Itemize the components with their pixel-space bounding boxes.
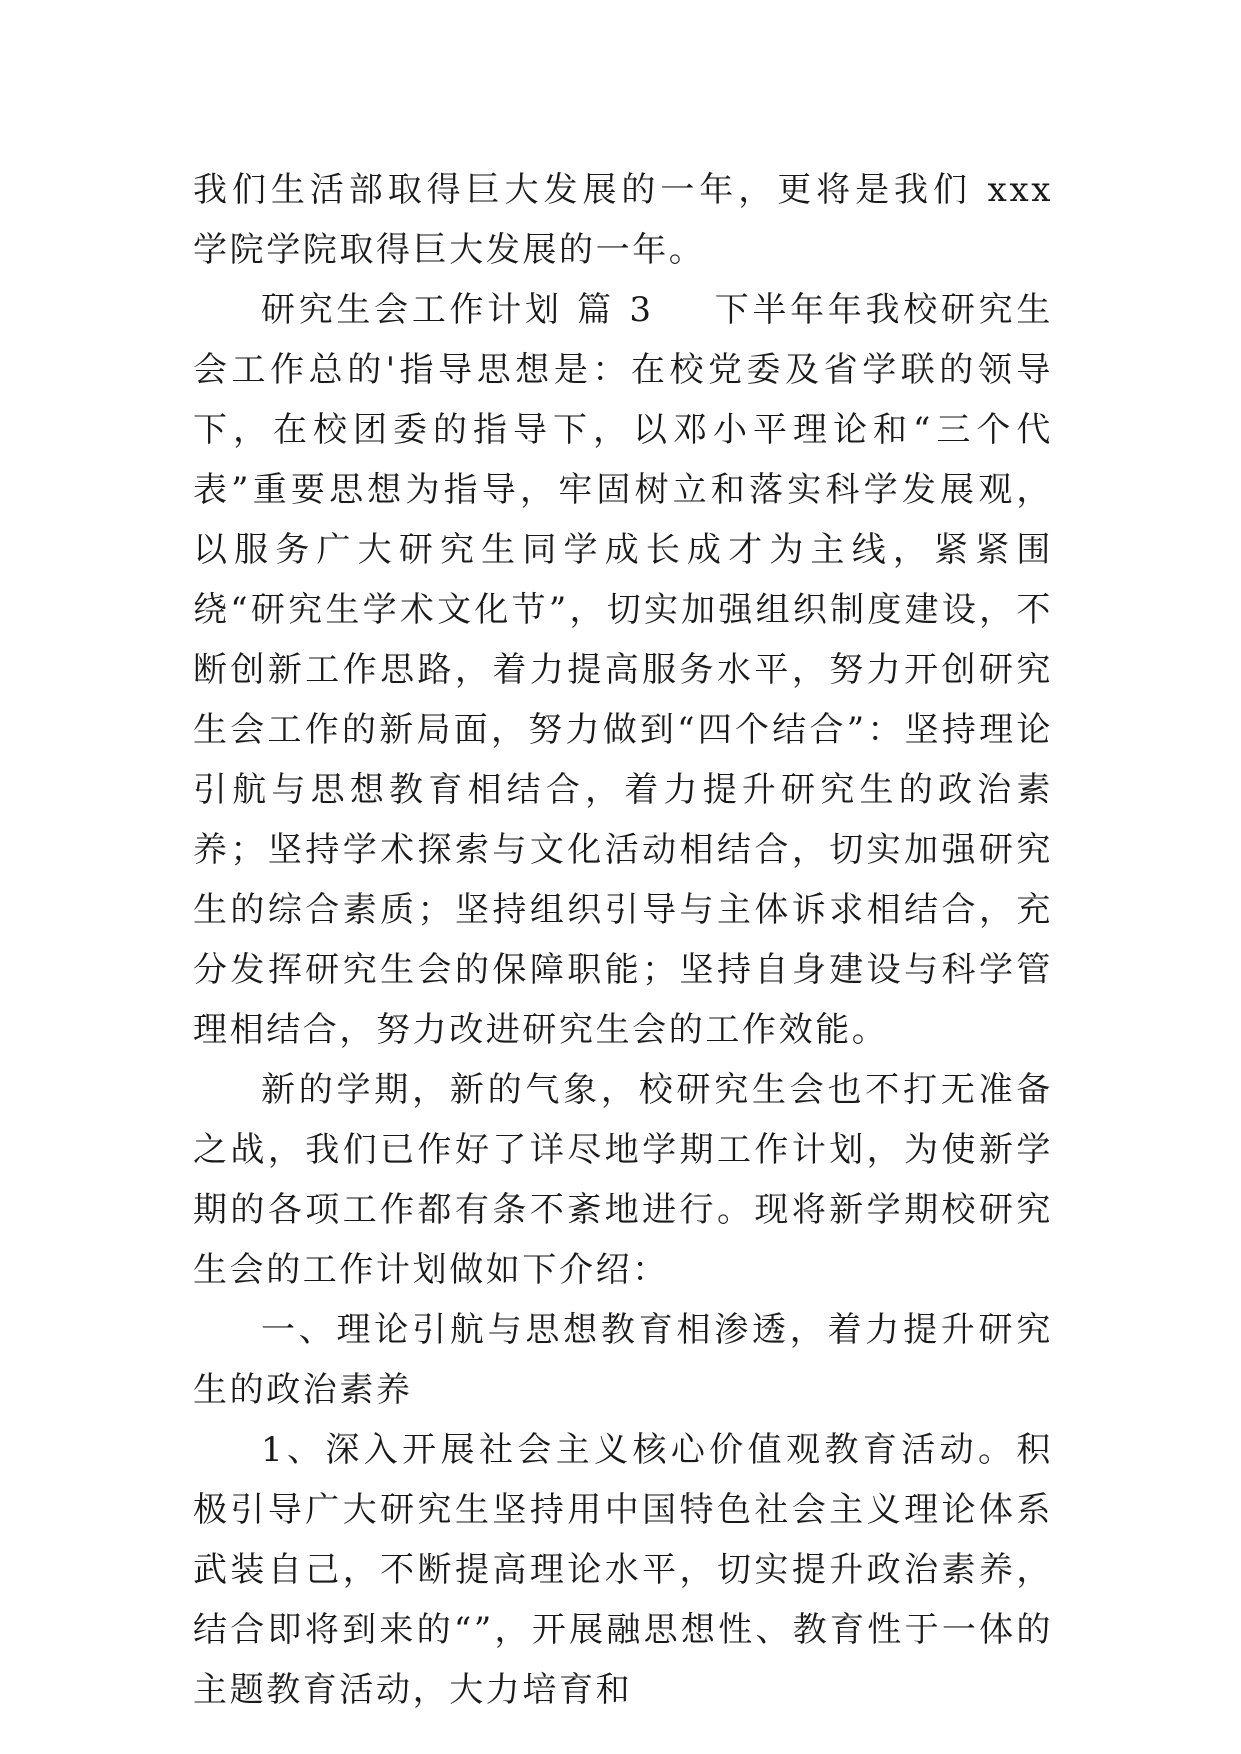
document-body: [193, 160, 1053, 1720]
paragraph-item-1: 1、深入开展社会主义核心价值观教育活动。积极引导广大研究生坚持用中国特色社会主义理论体系武装自己，不断提高理论水平，切实提升政治素养，结合即将到来的“”，开展融思想性、教育性于一体的主题教育活动，大力培育和: [193, 1430, 1053, 1710]
section-body-text: 下半年年我校研究生会工作总的'指导思想是：在校党委及省学联的领导下，在校团委的指导下，以邓小平理论和“三个代表”重要思想为指导，牢固树立和落实科学发展观，以服务广大研究生同学成长成才为主线，紧紧围绕“研究生学术文化节”，切实加强组织制度建设，不断创新工作思路，着力提高服务水平，努力开创研究生会工作的新局面，努力做到“四个结合”：坚持理论引航与思想教育相结合，着力提升研究生的政治素养；坚持学术探索与文化活动相结合，切实加强研究生的综合素质；坚持组织引导与主体诉求相结合，充分发挥研究生会的保障职能；坚持自身建设与科学管理相结合，努力改进研究生会的工作效能。: [193, 290, 1053, 1050]
paragraph-continuation: 我们生活部取得巨大发展的一年，更将是我们 xxx 学院学院取得巨大发展的一年。: [193, 170, 1053, 270]
paragraph-plan-section-3: [193, 280, 1053, 1060]
paragraph-item-heading-1: 一、理论引航与思想教育相渗透，着力提升研究生的政治素养: [193, 1310, 1053, 1410]
section-heading: 研究生会工作计划 篇 3: [261, 290, 654, 330]
paragraph-new-semester: 新的学期，新的气象，校研究生会也不打无准备之战，我们已作好了详尽地学期工作计划，为使新学期的各项工作都有条不紊地进行。现将新学期校研究生会的工作计划做如下介绍：: [193, 1070, 1053, 1290]
